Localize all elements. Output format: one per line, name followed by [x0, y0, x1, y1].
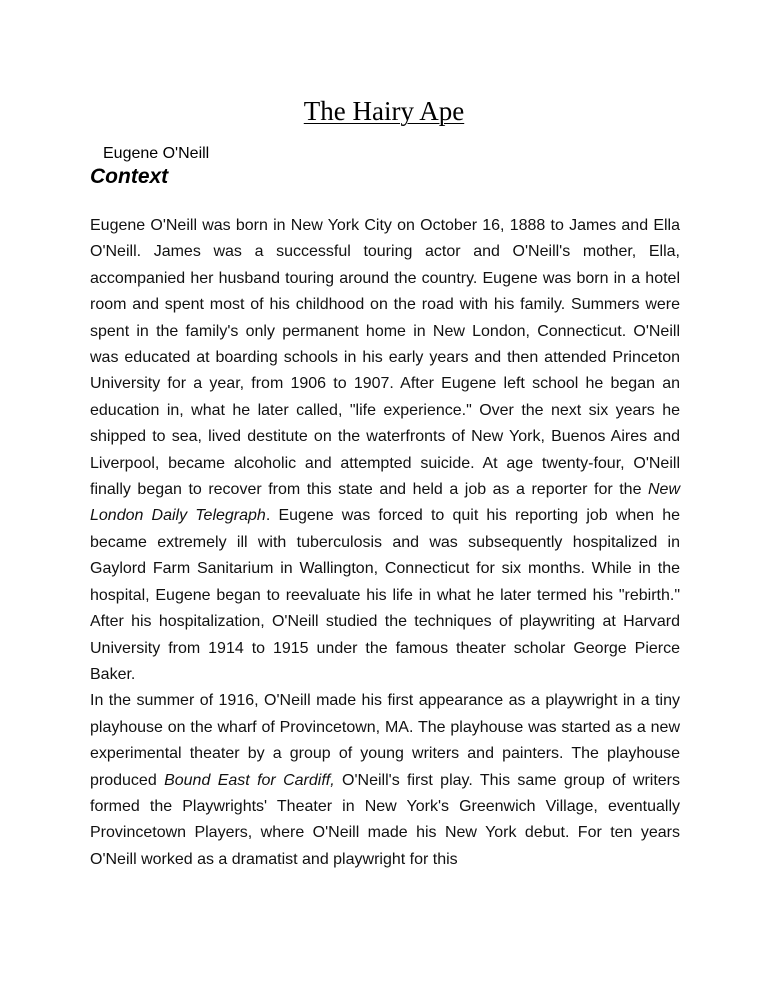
paragraph-2-italic-title: Bound East for Cardiff, — [164, 771, 335, 789]
paragraph-2-text-b: O'Neill's first play. This same group of writers formed the Playwrights' Theater in New York's Greenwich Village, eventually Provincetown Players, where O'Neill made his New York debut. For ten years O'Neill worked as a dramatist and playwright for this — [90, 771, 680, 868]
paragraph-1-italic-title: New London Daily Telegraph — [90, 481, 680, 525]
title-text: The Hairy Ape — [303, 96, 465, 126]
paragraph-2-text-a: In the summer of 1916, O'Neill made his first appearance as a playwright in a tiny playhouse on the wharf of Provincetown, MA. The playhouse was started as a new experimental theater by a group of young writers and painters. The playhouse produced — [90, 692, 680, 789]
document-title — [0, 93, 768, 129]
paragraph-2 — [90, 688, 680, 873]
paragraph-1-text-b: . Eugene was forced to quit his reporting job when he became extremely ill with tuberculosis and was subsequently hospitalized in Gaylord Farm Sanitarium in Wallington, Connecticut for six months. While in the hospital, Eugene began to reevaluate his life in what he later termed his "rebirth." After his hospitalization, O'Neill studied the techniques of playwriting at Harvard University from 1914 to 1915 under the famous theater scholar George Pierce Baker. — [90, 507, 681, 683]
author-name: Eugene O'Neill — [103, 145, 210, 162]
body-text — [90, 213, 680, 873]
paragraph-1-text-a: Eugene O'Neill was born in New York City on October 16, 1888 to James and Ella O'Neill. James was a successful touring actor and O'Neill's mother, Ella, accompanied her husband touring around the country. Eugene was born in a hotel room and spent most of his childhood on the road with his family. Summers were spent in the family's only permanent home in New London, Connecticut. O'Neill was educated at boarding schools in his early years and then attended Princeton University for a year, from 1906 to 1907. After Eugene left school he began an education in, what he later called, "life experience." Over the next six years he shipped to sea, lived destitute on the waterfronts of New York, Buenos Aires and Liverpool, became alcoholic and attempted suicide. At age twenty-four, O'Neill finally began to recover from this state and held a job as a reporter for the — [90, 217, 680, 499]
section-heading: Context — [90, 165, 169, 188]
paragraph-1 — [90, 213, 680, 688]
